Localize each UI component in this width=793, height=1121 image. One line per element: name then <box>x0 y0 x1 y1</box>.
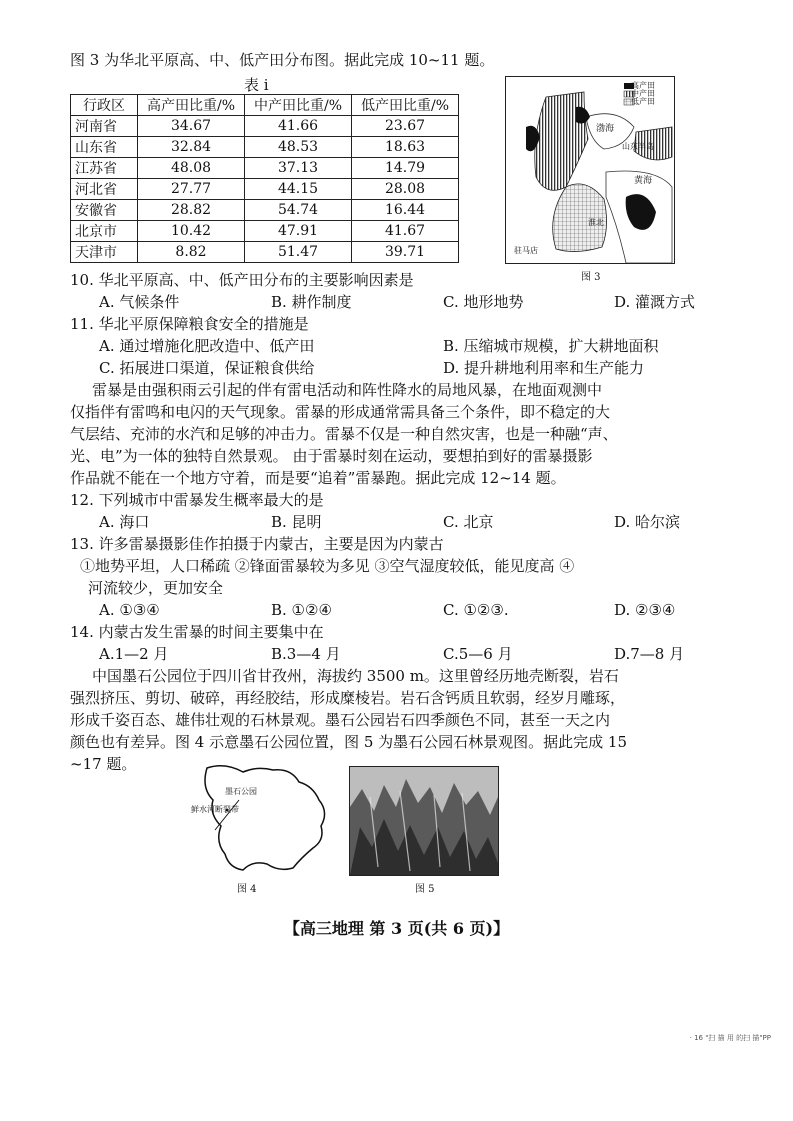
q13-option-a: A. ①③④ <box>99 601 160 619</box>
q12-option-c: C. 北京 <box>443 513 494 531</box>
yield-table <box>70 94 459 263</box>
table-cell: 天津市 <box>71 242 138 263</box>
fault-zone-label: 鲜水河断裂带 <box>191 805 239 814</box>
passage-moshi-park-line: 颜色也有差异。图 4 示意墨石公园位置，图 5 为墨石公园石林景观图。据此完成 15 <box>70 733 628 751</box>
table-cell: 18.63 <box>352 137 459 158</box>
table-row <box>71 158 459 179</box>
table-cell: 江苏省 <box>71 158 138 179</box>
scan-watermark-text: · 16 "扫 描 用 的扫 描"PP <box>689 1034 771 1042</box>
q13-option-d: D. ②③④ <box>614 601 676 619</box>
question-11-stem: 11. 华北平原保障粮食安全的措施是 <box>70 315 309 333</box>
sichuan-outline-svg <box>195 760 335 878</box>
table-cell: 44.15 <box>245 179 352 200</box>
table-cell: 河南省 <box>71 116 138 137</box>
passage-thunderstorm-line: 作品就不能在一个地方守着，而是要“追着”雷暴跑。据此完成 12~14 题。 <box>70 469 566 487</box>
passage-thunderstorm-line: 气层结、充沛的水汽和足够的冲击力。雷暴不仅是一种自然灾害，也是一种融“声、 <box>70 425 618 443</box>
q12-option-b: B. 昆明 <box>271 513 322 531</box>
page-footer: 【高三地理 第 3 页(共 6 页)】 <box>283 919 510 938</box>
q11-option-a: A. 通过增施化肥改造中、低产田 <box>99 337 315 355</box>
passage-thunderstorm-line: 雷暴是由强积雨云引起的伴有雷电活动和阵性降水的局地风暴，在地面观测中 <box>92 381 603 399</box>
table-row <box>71 137 459 158</box>
passage-thunderstorm-line: 仅指伴有雷鸣和电闪的天气现象。雷暴的形成通常需具备三个条件，即不稳定的大 <box>70 403 611 421</box>
table-cell: 41.66 <box>245 116 352 137</box>
q12-option-a: A. 海口 <box>99 513 150 531</box>
table-cell: 48.08 <box>138 158 245 179</box>
table-cell: 10.42 <box>138 221 245 242</box>
section-intro: 图 3 为华北平原高、中、低产田分布图。据此完成 10~11 题。 <box>70 51 495 69</box>
figure-4-map <box>191 760 335 878</box>
table-row <box>71 116 459 137</box>
table-cell: 14.79 <box>352 158 459 179</box>
q10-option-b: B. 耕作制度 <box>271 293 352 311</box>
question-13-stem: 13. 许多雷暴摄影佳作拍摄于内蒙古，主要是因为内蒙古 <box>70 535 444 553</box>
table-cell: 23.67 <box>352 116 459 137</box>
q13-statements-line: ①地势平坦，人口稀疏 ②锋面雷暴较为多见 ③空气湿度较低，能见度高 ④ <box>80 557 575 575</box>
figure-3-map <box>505 76 675 264</box>
table-cell: 北京市 <box>71 221 138 242</box>
table-header-row <box>71 95 459 116</box>
huaibei-label: 淮北 <box>588 218 604 227</box>
q14-option-b: B.3—4 月 <box>271 645 341 663</box>
medium-yield-zone <box>535 92 588 190</box>
q14-option-a: A.1—2 月 <box>99 645 169 663</box>
q11-option-c: C. 拓展进口渠道，保证粮食供给 <box>99 359 315 377</box>
table-cell: 32.84 <box>138 137 245 158</box>
figure-5-photo <box>349 766 499 876</box>
table-row <box>71 179 459 200</box>
sichuan-boundary <box>205 766 325 870</box>
q13-option-b: B. ①②④ <box>271 601 332 619</box>
zhumadian-label: 驻马店 <box>514 246 538 255</box>
table-header: 行政区 <box>71 95 138 116</box>
legend-high-label: 高产田 <box>631 81 655 90</box>
table-row <box>71 221 459 242</box>
table-cell: 安徽省 <box>71 200 138 221</box>
table-cell: 37.13 <box>245 158 352 179</box>
moshi-park-label: 墨石公园 <box>225 787 257 796</box>
question-10-stem: 10. 华北平原高、中、低产田分布的主要影响因素是 <box>70 271 414 289</box>
table-cell: 39.71 <box>352 242 459 263</box>
legend-low-label: 低产田 <box>631 97 655 106</box>
table-cell: 28.08 <box>352 179 459 200</box>
q11-option-b: B. 压缩城市规模，扩大耕地面积 <box>443 337 659 355</box>
passage-thunderstorm-line: 光、电”为一体的独特自然景观。 由于雷暴时刻在运动，要想拍到好的雷暴摄影 <box>70 447 593 465</box>
rock-forest-photo-svg <box>350 767 498 875</box>
table-row <box>71 200 459 221</box>
table-cell: 8.82 <box>138 242 245 263</box>
q13-statements-line: 河流较少，更加安全 <box>88 579 224 597</box>
passage-moshi-park-line: ~17 题。 <box>70 755 137 773</box>
table-cell: 41.67 <box>352 221 459 242</box>
table-cell: 山东省 <box>71 137 138 158</box>
legend-medium-label: 中产田 <box>631 89 655 98</box>
table-row <box>71 242 459 263</box>
table-cell: 27.77 <box>138 179 245 200</box>
q14-option-d: D.7—8 月 <box>614 645 685 663</box>
q13-option-c: C. ①②③. <box>443 601 509 619</box>
figure-4-caption: 图 4 <box>237 884 257 895</box>
table-cell: 54.74 <box>245 200 352 221</box>
shandong-label: 山东半岛 <box>622 142 654 151</box>
table-header: 低产田比重/% <box>352 95 459 116</box>
question-14-stem: 14. 内蒙古发生雷暴的时间主要集中在 <box>70 623 324 641</box>
q10-option-a: A. 气候条件 <box>99 293 180 311</box>
table-cell: 河北省 <box>71 179 138 200</box>
passage-moshi-park-line: 强烈挤压、剪切、破碎，再经胶结，形成糜棱岩。岩石含钙质且软弱，经岁月雕琢， <box>70 689 626 707</box>
question-12-stem: 12. 下列城市中雷暴发生概率最大的是 <box>70 491 324 509</box>
table-cell: 51.47 <box>245 242 352 263</box>
q10-option-c: C. 地形地势 <box>443 293 524 311</box>
passage-moshi-park-line: 形成千姿百态、雄伟壮观的石林景观。墨石公园岩石四季颜色不同，甚至一天之内 <box>70 711 611 729</box>
table-cell: 16.44 <box>352 200 459 221</box>
table-caption: 表 i <box>244 76 269 94</box>
table-header: 高产田比重/% <box>138 95 245 116</box>
passage-moshi-park-line: 中国墨石公园位于四川省甘孜州，海拔约 3500 m。这里曾经历地壳断裂，岩石 <box>92 667 619 685</box>
table-cell: 34.67 <box>138 116 245 137</box>
bohai-label: 渤海 <box>596 124 615 134</box>
table-cell: 47.91 <box>245 221 352 242</box>
yellow-sea-label: 黄海 <box>634 176 653 186</box>
table-header: 中产田比重/% <box>245 95 352 116</box>
q12-option-d: D. 哈尔滨 <box>614 513 681 531</box>
q11-option-d: D. 提升耕地利用率和生产能力 <box>443 359 645 377</box>
figure-3-caption: 图 3 <box>581 272 601 283</box>
q14-option-c: C.5—6 月 <box>443 645 513 663</box>
q10-option-d: D. 灌溉方式 <box>614 293 696 311</box>
table-cell: 48.53 <box>245 137 352 158</box>
table-cell: 28.82 <box>138 200 245 221</box>
figure-5-caption: 图 5 <box>415 884 435 895</box>
